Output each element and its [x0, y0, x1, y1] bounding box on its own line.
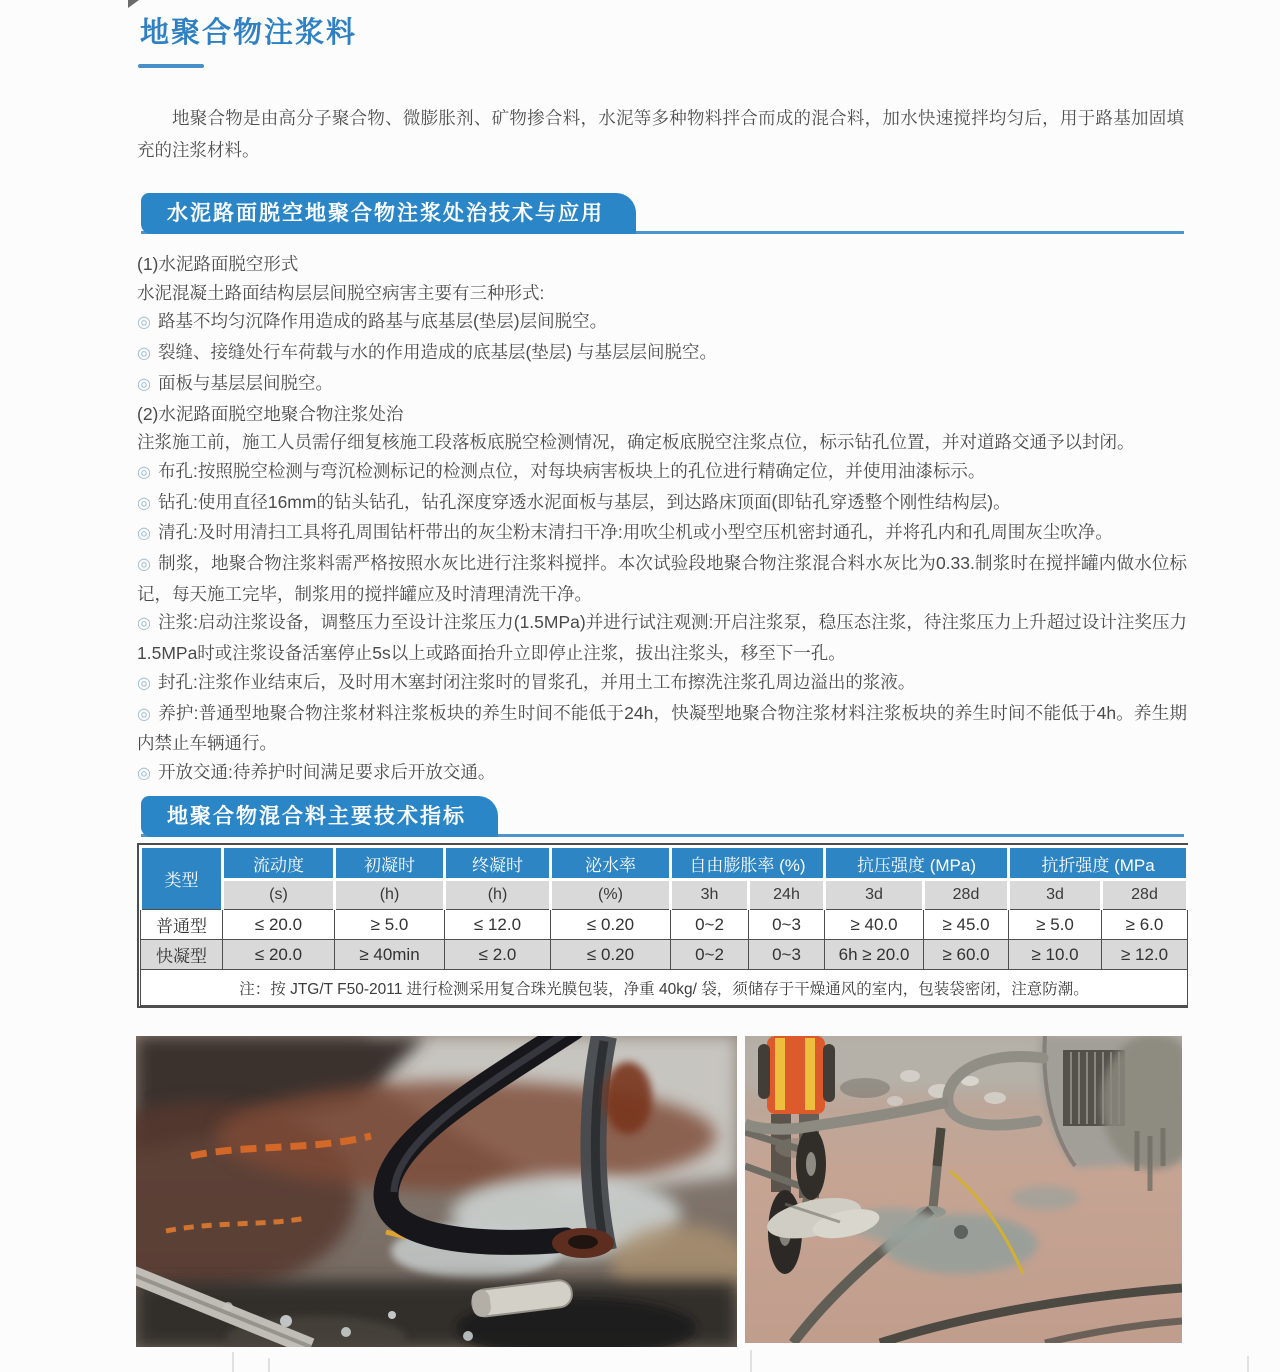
grouting-hole-photo-graphic — [136, 1036, 737, 1347]
page-bottom-artifact — [268, 1358, 270, 1372]
bullet-text: 封孔:注浆作业结束后，及时用木塞封闭注浆时的冒浆孔，并用土工布擦洗注浆孔周边溢出的浆液。 — [157, 671, 916, 692]
grouting-site-photo-graphic — [745, 1036, 1182, 1343]
page-bottom-artifact — [1247, 1356, 1249, 1372]
ring-bullet-icon: ◎ — [137, 525, 151, 543]
intro-paragraph: 地聚合物是由高分子聚合物、微膨胀剂、矿物掺合料，水泥等多种物料拌合而成的混合料，加水快速搅拌均匀后，用于路基加固填充的注浆材料。 — [137, 108, 1184, 160]
section2-banner: 地聚合物混合料主要技术指标 — [141, 796, 498, 837]
table-cell: 0~2 — [671, 940, 749, 970]
sub-header: 28d — [924, 880, 1009, 910]
bullet-item — [137, 338, 1187, 369]
section1-banner: 水泥路面脱空地聚合物注浆处治技术与应用 — [141, 193, 636, 234]
bullet-item — [137, 668, 1187, 699]
ring-bullet-icon: ◎ — [137, 314, 151, 332]
bullet-text: 裂缝、接缝处行车荷载与水的作用造成的底基层(垫层) 与基层层间脱空。 — [157, 342, 717, 363]
bullet-text: 开放交通:待养护时间满足要求后开放交通。 — [157, 761, 496, 782]
bullet-text: 养护:普通型地聚合物注浆材料注浆板块的养生时间不能低于24h，快凝型地聚合物注浆材料注浆板块的养生时间不能低于4h。养生期内禁止车辆通行。 — [137, 702, 1187, 754]
sub-header: (h) — [335, 880, 445, 910]
body-paragraph: (1)水泥路面脱空形式 — [137, 254, 299, 274]
table-cell: ≤ 0.20 — [551, 940, 671, 970]
sub-header: (s) — [223, 880, 335, 910]
technical-specs-table — [137, 843, 1188, 1008]
ring-bullet-icon: ◎ — [137, 615, 152, 633]
bullet-item — [137, 457, 1187, 488]
table-cell: ≥ 5.0 — [335, 910, 445, 940]
table-cell: ≥ 40min — [335, 940, 445, 970]
bullet-item — [137, 699, 1187, 758]
bullet-text: 布孔:按照脱空检测与弯沉检测标记的检测点位，对每块病害板块上的孔位进行精确定位，并使用油漆标示。 — [157, 460, 986, 481]
sub-header: 3d — [825, 880, 924, 910]
bullet-text: 注浆:启动注浆设备，调整压力至设计注浆压力(1.5MPa)并进行试注观测:开启注浆泵，稳压态注浆，待注浆压力上升超过设计注奖压力1.5MPa时或注浆设备活塞停止5s以上或路面抬升立即停止注浆，拔出注浆头，移至下一孔。 — [137, 612, 1188, 664]
table-cell: 6h ≥ 20.0 — [825, 940, 924, 970]
table-cell: ≤ 20.0 — [223, 940, 335, 970]
sub-header: 3d — [1009, 880, 1102, 910]
body-paragraph: 注浆施工前，施工人员需仔细复核施工段落板底脱空检测情况，确定板底脱空注浆点位，标示钻孔位置，并对道路交通予以封闭。 — [137, 432, 1135, 453]
table-note: 注：按 JTG/T F50-2011 进行检测采用复合珠光膜包装，净重 40kg/ 袋，须储存于干燥通风的室内，包装袋密闭，注意防潮。 — [141, 970, 1188, 1006]
bullet-item — [137, 307, 1187, 338]
scan-corner-artifact — [128, 0, 139, 8]
table-cell: ≤ 20.0 — [223, 910, 335, 940]
ring-bullet-icon: ◎ — [137, 674, 151, 692]
ring-bullet-icon: ◎ — [137, 345, 151, 363]
bullet-text: 面板与基层层间脱空。 — [157, 372, 333, 393]
page-title: 地聚合物注浆料 — [140, 17, 358, 49]
table-row — [141, 910, 1188, 940]
ring-bullet-icon: ◎ — [137, 556, 152, 574]
bullet-item — [137, 488, 1187, 519]
table-cell: ≥ 6.0 — [1102, 910, 1188, 940]
photo-grouting-hole-with-hose — [136, 1036, 737, 1347]
ring-bullet-icon: ◎ — [137, 705, 152, 723]
table-cell: ≥ 5.0 — [1009, 910, 1102, 940]
row-type-cell: 普通型 — [141, 910, 223, 940]
table-cell: 0~3 — [749, 910, 825, 940]
body-paragraph: 水泥混凝土路面结构层层间脱空病害主要有三种形式: — [137, 282, 545, 303]
bullet-item — [137, 758, 1187, 789]
bullet-text: 清孔:及时用清扫工具将孔周围钻杆带出的灰尘粉末清扫干净:用吹尘机或小型空压机密封通孔，并将孔内和孔周围灰尘吹净。 — [157, 522, 1113, 543]
table-row — [141, 940, 1188, 970]
bullet-item — [137, 369, 1187, 400]
bullet-item — [137, 608, 1187, 667]
col-header: 初凝时 — [335, 847, 445, 880]
table-cell: 0~2 — [671, 910, 749, 940]
page-bottom-artifact — [750, 1350, 752, 1372]
ring-bullet-icon: ◎ — [137, 764, 151, 782]
ring-bullet-icon: ◎ — [137, 463, 151, 481]
col-header: 抗压强度 (MPa) — [825, 847, 1009, 880]
sub-header: 28d — [1102, 880, 1188, 910]
table-cell: 0~3 — [749, 940, 825, 970]
sub-header: (%) — [551, 880, 671, 910]
table-cell: ≥ 45.0 — [924, 910, 1009, 940]
title-underline — [138, 64, 204, 68]
row-type-cell: 快凝型 — [141, 940, 223, 970]
table-cell: ≤ 12.0 — [445, 910, 551, 940]
col-header: 终凝时 — [445, 847, 551, 880]
table-cell: ≥ 10.0 — [1009, 940, 1102, 970]
sub-header: (h) — [445, 880, 551, 910]
photo-grouting-site-equipment — [745, 1036, 1182, 1343]
table-cell: ≤ 0.20 — [551, 910, 671, 940]
col-header: 自由膨胀率 (%) — [671, 847, 825, 880]
ring-bullet-icon: ◎ — [137, 494, 151, 512]
col-header: 泌水率 — [551, 847, 671, 880]
col-header: 流动度 — [223, 847, 335, 880]
page-bottom-artifact — [232, 1352, 234, 1372]
table-cell: ≥ 12.0 — [1102, 940, 1188, 970]
bullet-text: 路基不均匀沉降作用造成的路基与底基层(垫层)层间脱空。 — [157, 311, 608, 332]
bullet-text: 制浆，地聚合物注浆料需严格按照水灰比进行注浆料搅拌。本次试验段地聚合物注浆混合料水灰比为0.33.制浆时在搅拌罐内做水位标记，每天施工完毕，制浆用的搅拌罐应及时清理清洗干净。 — [137, 553, 1187, 604]
table-cell: ≥ 40.0 — [825, 910, 924, 940]
table-note-row — [141, 970, 1188, 1006]
bullet-text: 钻孔:使用直径16mm的钻头钻孔，钻孔深度穿透水泥面板与基层，到达路床顶面(即钻孔穿透整个刚性结构层)。 — [157, 491, 1011, 512]
col-header: 抗折强度 (MPa — [1009, 847, 1188, 880]
bullet-item — [137, 518, 1187, 549]
section1-body — [137, 250, 1187, 789]
body-paragraph: (2)水泥路面脱空地聚合物注浆处治 — [137, 403, 404, 424]
bullet-item — [137, 549, 1187, 608]
sub-header: 3h — [671, 880, 749, 910]
col-header-type: 类型 — [141, 847, 223, 910]
table-cell: ≥ 60.0 — [924, 940, 1009, 970]
ring-bullet-icon: ◎ — [137, 375, 151, 393]
table-cell: ≤ 2.0 — [445, 940, 551, 970]
sub-header: 24h — [749, 880, 825, 910]
